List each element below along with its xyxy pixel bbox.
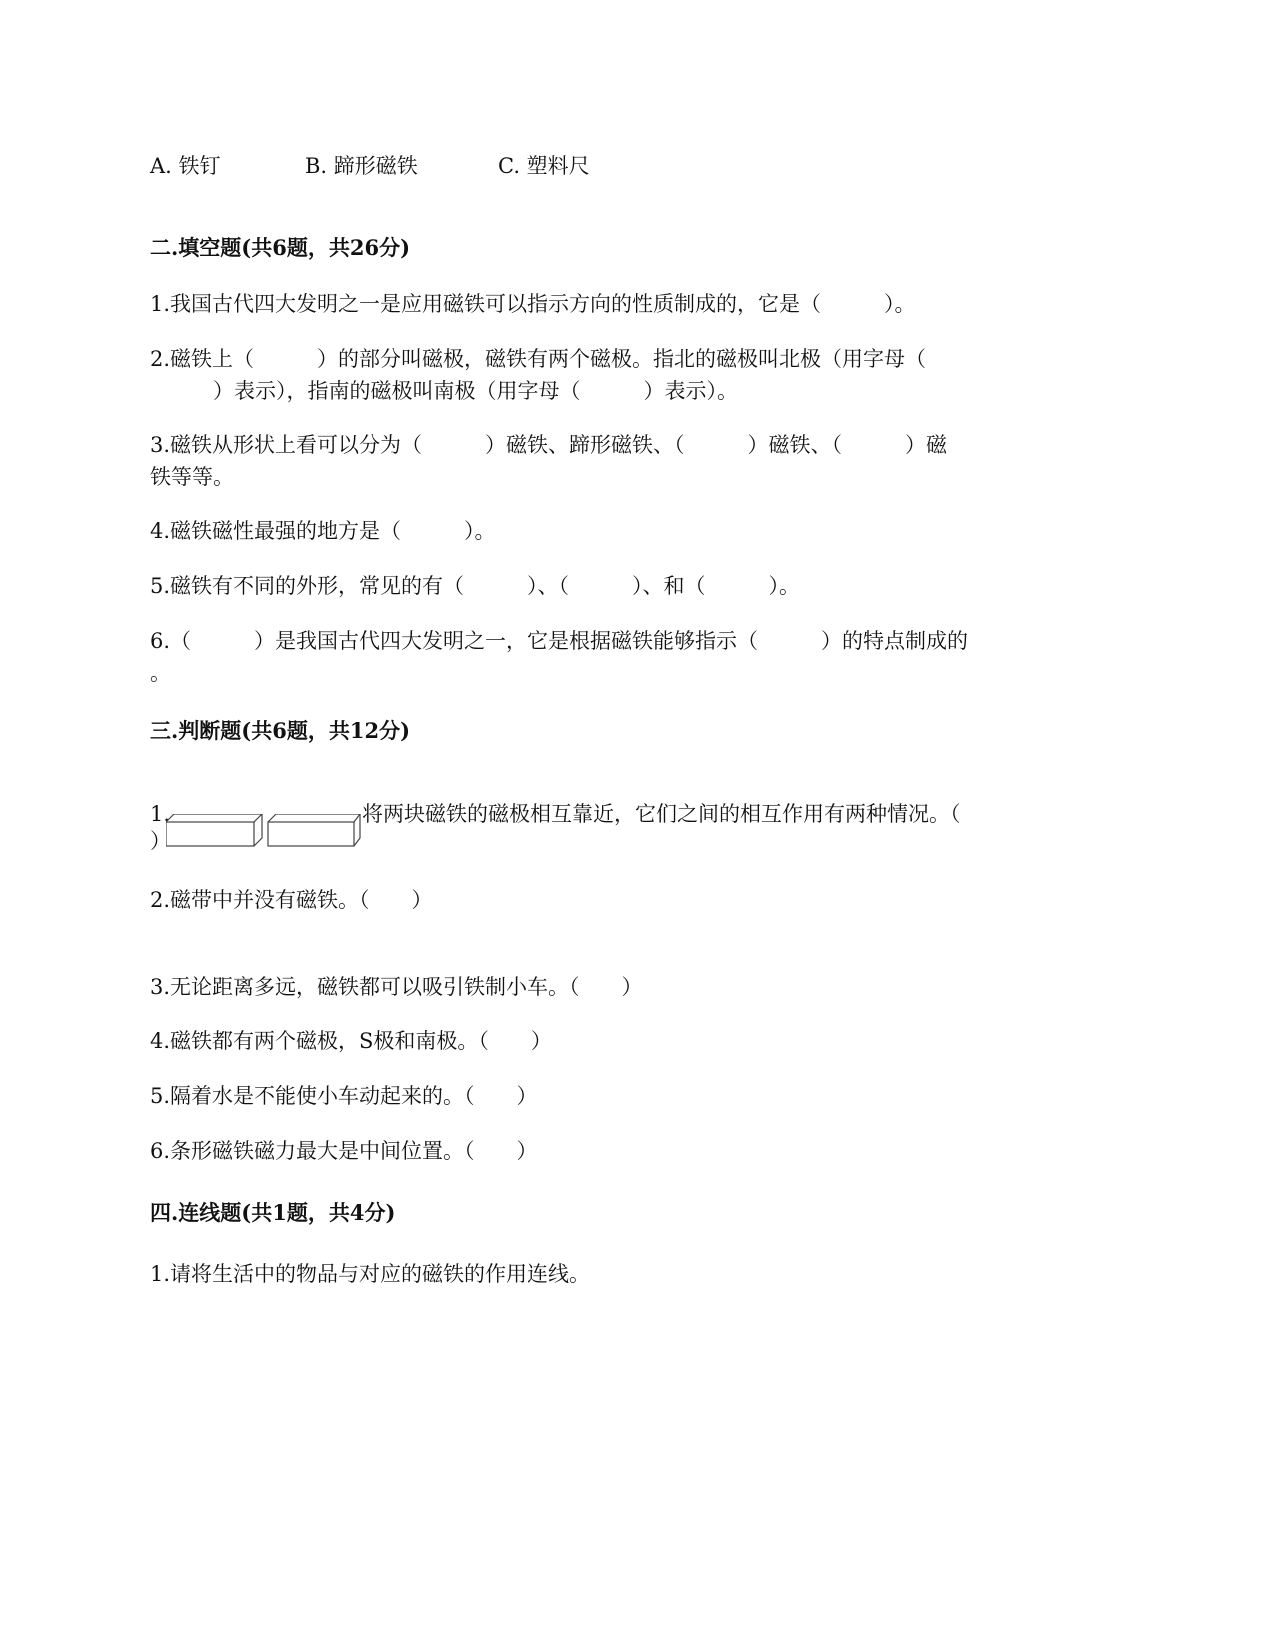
s2-q2-line1: 2.磁铁上（ ）的部分叫磁极，磁铁有两个磁极。指北的磁极叫北极（用字母（: [150, 347, 927, 371]
s3-q1-line2: ）: [150, 829, 171, 853]
s2-q3-line2: 铁等等。: [150, 465, 234, 489]
s2-q3-line1: 3.磁铁从形状上看可以分为（ ）磁铁、蹄形磁铁、（ ）磁铁、（ ）磁: [150, 433, 948, 457]
section-2-title: 二.填空题(共6题，共26分): [150, 235, 411, 260]
choice-a: A. 铁钉: [150, 154, 221, 178]
bar-magnet-left: [166, 814, 262, 846]
section-4-title: 四.连线题(共1题，共4分): [150, 1200, 396, 1225]
choice-c: C. 塑料尺: [498, 154, 590, 178]
s3-q2: 2.磁带中并没有磁铁。（ ）: [150, 888, 433, 912]
s3-q1-text: 将两块磁铁的磁极相互靠近，它们之间的相互作用有两种情况。（: [362, 802, 961, 826]
section-3-title: 三.判断题(共6题，共12分): [150, 718, 411, 743]
choice-b: B. 蹄形磁铁: [305, 154, 418, 178]
s2-q5: 5.磁铁有不同的外形，常见的有（ ）、（ ）、和（ ）。: [150, 574, 801, 598]
s3-q4: 4.磁铁都有两个磁极，S极和南极。（ ）: [150, 1029, 552, 1053]
two-bar-magnets-figure: [166, 814, 362, 848]
s3-q6: 6.条形磁铁磁力最大是中间位置。（ ）: [150, 1139, 538, 1163]
s2-q1: 1.我国古代四大发明之一是应用磁铁可以指示方向的性质制成的，它是（ ）。: [150, 292, 916, 316]
s2-q4: 4.磁铁磁性最强的地方是（ ）。: [150, 519, 496, 543]
s4-q1: 1.请将生活中的物品与对应的磁铁的作用连线。: [150, 1262, 591, 1286]
s3-q3: 3.无论距离多远，磁铁都可以吸引铁制小车。（ ）: [150, 975, 643, 999]
bar-magnet-right: [268, 814, 360, 846]
s2-q6-line2: 。: [150, 661, 171, 685]
s2-q6-line1: 6.（ ）是我国古代四大发明之一，它是根据磁铁能够指示（ ）的特点制成的: [150, 629, 969, 653]
s3-q1-prefix: 1.: [150, 802, 171, 826]
s2-q2-line2: ）表示），指南的磁极叫南极（用字母（ ）表示）。: [150, 379, 738, 403]
s3-q5: 5.隔着水是不能使小车动起来的。（ ）: [150, 1084, 538, 1108]
